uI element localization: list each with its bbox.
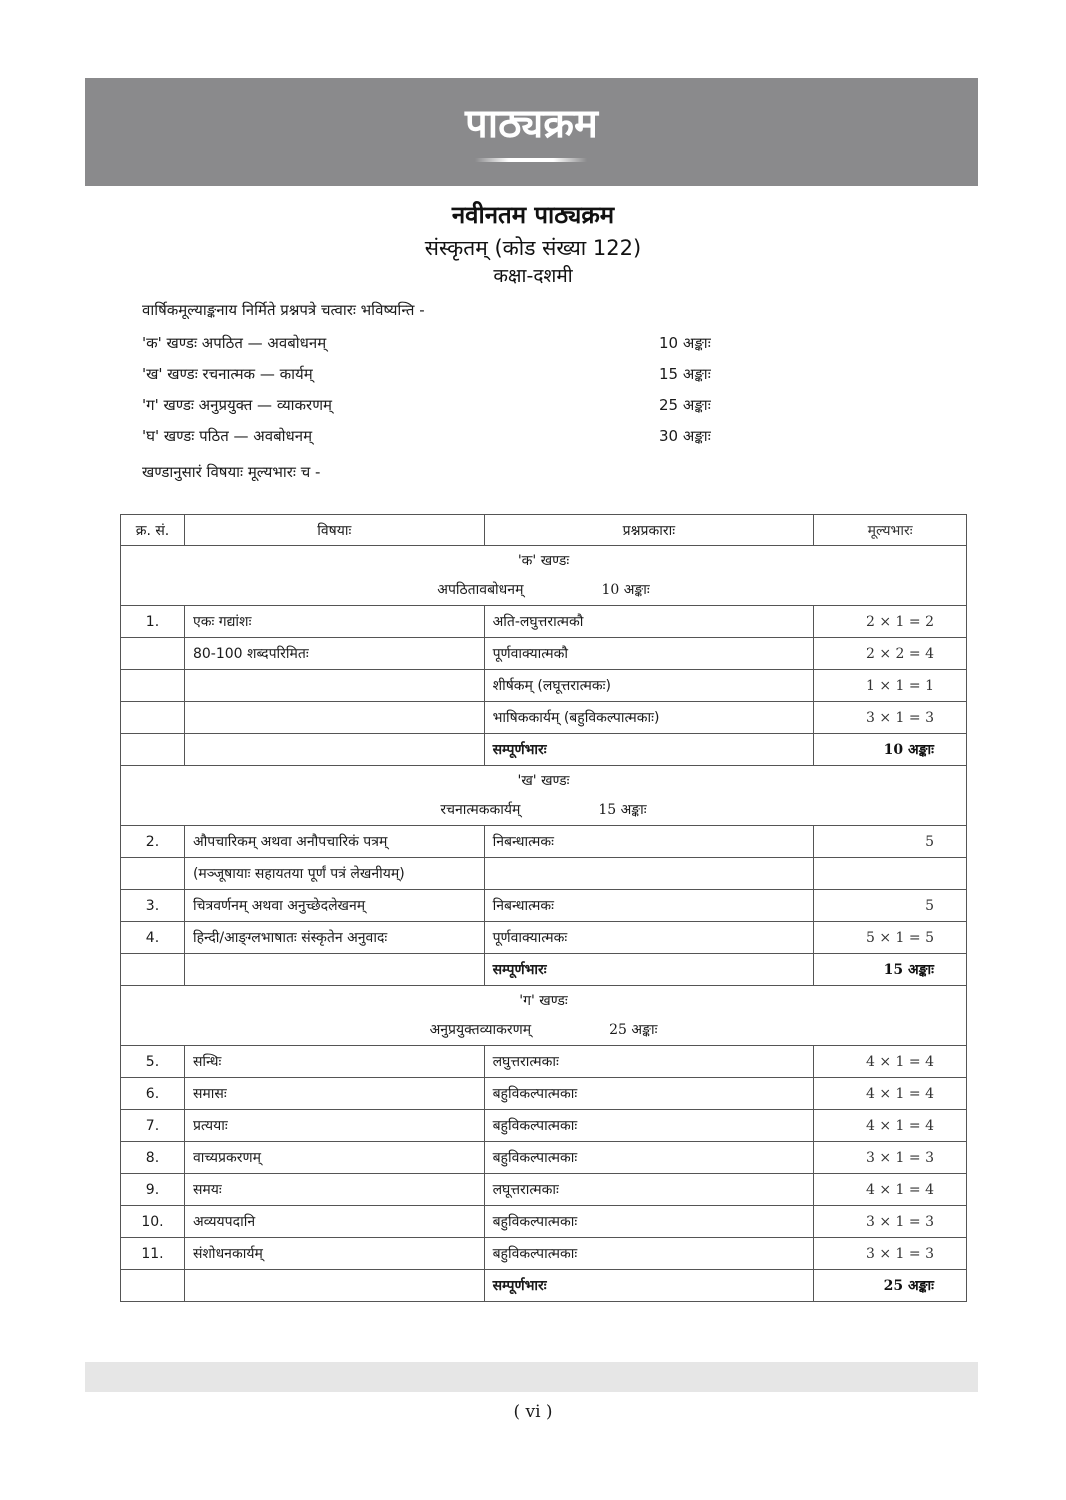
title-banner — [85, 78, 978, 186]
table-row — [121, 1174, 967, 1206]
cell-type: बहुविकल्पात्मकाः — [484, 1142, 814, 1174]
table-row — [121, 638, 967, 670]
total-value: 25 अङ्काः — [814, 1270, 967, 1302]
cell-topic: संशोधनकार्यम् — [184, 1238, 484, 1270]
table-row — [121, 702, 967, 734]
section-title-line — [121, 576, 966, 605]
cell-sno: 7. — [121, 1110, 185, 1142]
cell-sno: 8. — [121, 1142, 185, 1174]
cell-sno — [121, 638, 185, 670]
table-row — [121, 826, 967, 858]
cell-marks: 5 — [814, 890, 967, 922]
cell-marks: 4 × 1 = 4 — [814, 1046, 967, 1078]
cell-marks: 5 × 1 = 5 — [814, 922, 967, 954]
section-title-line — [121, 1016, 966, 1045]
cell-type: पूर्णवाक्यात्मकः — [484, 922, 814, 954]
part-item — [142, 333, 742, 364]
banner-title: पाठ्यक्रम — [465, 101, 598, 147]
section-label: 'क' खण्डः — [517, 552, 570, 569]
part-name: 'ग' खण्डः अनुप्रयुक्त — व्याकरणम् — [142, 396, 333, 414]
cell-topic: समयः — [184, 1174, 484, 1206]
cell-topic: प्रत्ययाः — [184, 1110, 484, 1142]
class-line: कक्षा-दशमी — [493, 265, 573, 287]
cell-sno: 6. — [121, 1078, 185, 1110]
page-number: ( vi ) — [513, 1402, 553, 1422]
cell-type: बहुविकल्पात्मकाः — [484, 1078, 814, 1110]
banner-underline — [475, 158, 587, 162]
table-row — [121, 1078, 967, 1110]
cell-sno: 2. — [121, 826, 185, 858]
table-row — [121, 1206, 967, 1238]
part-marks: 25 अङ्काः — [659, 396, 711, 414]
table-row — [121, 922, 967, 954]
cell-topic: (मञ्जूषायाः सहायतया पूर्णं पत्रं लेखनीयम्) — [184, 858, 484, 890]
cell-type: पूर्णवाक्यात्मकौ — [484, 638, 814, 670]
part-marks: 15 अङ्काः — [659, 365, 711, 383]
cell-type — [484, 858, 814, 890]
cell-type: निबन्धात्मकः — [484, 890, 814, 922]
cell-type: बहुविकल्पात्मकाः — [484, 1206, 814, 1238]
section-header — [121, 766, 967, 826]
cell-marks: 3 × 1 = 3 — [814, 702, 967, 734]
cell-sno — [121, 670, 185, 702]
cell-empty — [121, 734, 185, 766]
cell-marks: 5 — [814, 826, 967, 858]
intro-text: वार्षिकमूल्याङ्कनाय निर्मिते प्रश्नपत्रे चत्वारः भविष्यन्ति - — [142, 301, 425, 319]
total-row — [121, 1270, 967, 1302]
cell-marks: 3 × 1 = 3 — [814, 1142, 967, 1174]
total-value: 15 अङ्काः — [814, 954, 967, 986]
table-row — [121, 858, 967, 890]
table-row — [121, 670, 967, 702]
cell-sno — [121, 858, 185, 890]
cell-topic: 80-100 शब्दपरिमितः — [184, 638, 484, 670]
total-row — [121, 954, 967, 986]
cell-sno — [121, 702, 185, 734]
cell-sno: 1. — [121, 606, 185, 638]
total-label: सम्पूर्णभारः — [484, 734, 814, 766]
cell-topic — [184, 702, 484, 734]
section-header-row — [121, 986, 967, 1046]
header-topic: विषयाः — [184, 515, 484, 546]
section-marks: 25 अङ्काः — [609, 1021, 658, 1038]
cell-marks: 4 × 1 = 4 — [814, 1078, 967, 1110]
cell-empty — [121, 1270, 185, 1302]
section-header-row — [121, 546, 967, 606]
section-title-line — [121, 796, 966, 825]
cell-topic: औपचारिकम् अथवा अनौपचारिकं पत्रम् — [184, 826, 484, 858]
table-header-row — [121, 515, 967, 546]
total-row — [121, 734, 967, 766]
cell-type: शीर्षकम् (लघूत्तरात्मकः) — [484, 670, 814, 702]
table-row — [121, 606, 967, 638]
cell-sno: 4. — [121, 922, 185, 954]
section-header — [121, 546, 967, 606]
cell-type: लघूत्तरात्मकाः — [484, 1174, 814, 1206]
cell-empty — [184, 734, 484, 766]
distribution-note: खण्डानुसारं विषयाः मूल्यभारः च - — [142, 463, 321, 481]
cell-type: लघुत्तरात्मकाः — [484, 1046, 814, 1078]
cell-topic: एकः गद्यांशः — [184, 606, 484, 638]
cell-sno: 11. — [121, 1238, 185, 1270]
cell-marks: 2 × 1 = 2 — [814, 606, 967, 638]
header-sno: क्र. सं. — [121, 515, 185, 546]
part-item — [142, 395, 742, 426]
section-label: 'ख' खण्डः — [517, 772, 570, 789]
page-title: नवीनतम पाठ्यक्रम — [451, 201, 615, 229]
table-row — [121, 1046, 967, 1078]
cell-empty — [184, 1270, 484, 1302]
cell-type: बहुविकल्पात्मकाः — [484, 1110, 814, 1142]
cell-marks: 2 × 2 = 4 — [814, 638, 967, 670]
cell-empty — [184, 954, 484, 986]
part-name: 'ख' खण्डः रचनात्मक — कार्यम् — [142, 365, 313, 383]
cell-topic: अव्ययपदानि — [184, 1206, 484, 1238]
cell-topic — [184, 670, 484, 702]
part-item — [142, 426, 742, 457]
header-type: प्रश्नप्रकाराः — [484, 515, 814, 546]
cell-topic: वाच्यप्रकरणम् — [184, 1142, 484, 1174]
total-value: 10 अङ्काः — [814, 734, 967, 766]
subject-line: संस्कृतम् (कोड संख्या 122) — [424, 236, 642, 260]
part-marks: 10 अङ्काः — [659, 334, 711, 352]
cell-topic: हिन्दी/आङ्ग्लभाषातः संस्कृतेन अनुवादः — [184, 922, 484, 954]
cell-type: बहुविकल्पात्मकाः — [484, 1238, 814, 1270]
section-header-row — [121, 766, 967, 826]
cell-sno: 5. — [121, 1046, 185, 1078]
section-title: अनुप्रयुक्तव्याकरणम् — [429, 1021, 532, 1038]
section-title: रचनात्मककार्यम् — [440, 801, 521, 818]
cell-marks: 1 × 1 = 1 — [814, 670, 967, 702]
table-row — [121, 1142, 967, 1174]
header-marks: मूल्यभारः — [814, 515, 967, 546]
section-marks: 10 अङ्काः — [601, 581, 650, 598]
table-row — [121, 890, 967, 922]
cell-marks: 4 × 1 = 4 — [814, 1110, 967, 1142]
part-name: 'क' खण्डः अपठित — अवबोधनम् — [142, 334, 327, 352]
total-label: सम्पूर्णभारः — [484, 1270, 814, 1302]
total-label: सम्पूर्णभारः — [484, 954, 814, 986]
cell-empty — [121, 954, 185, 986]
cell-marks: 4 × 1 = 4 — [814, 1174, 967, 1206]
section-label: 'ग' खण्डः — [519, 992, 568, 1009]
cell-sno: 9. — [121, 1174, 185, 1206]
cell-topic: चित्रवर्णनम् अथवा अनुच्छेदलेखनम् — [184, 890, 484, 922]
cell-marks: 3 × 1 = 3 — [814, 1206, 967, 1238]
part-item — [142, 364, 742, 395]
part-name: 'घ' खण्डः पठित — अवबोधनम् — [142, 427, 313, 445]
syllabus-table — [120, 514, 967, 1302]
cell-type: भाषिककार्यम् (बहुविकल्पात्मकाः) — [484, 702, 814, 734]
cell-topic: सन्धिः — [184, 1046, 484, 1078]
cell-sno: 3. — [121, 890, 185, 922]
cell-type: निबन्धात्मकः — [484, 826, 814, 858]
section-header — [121, 986, 967, 1046]
section-title: अपठितावबोधनम् — [437, 581, 524, 598]
footer-band — [85, 1362, 978, 1392]
table-body — [121, 546, 967, 1302]
parts-list — [142, 333, 742, 457]
cell-topic: समासः — [184, 1078, 484, 1110]
section-marks: 15 अङ्काः — [598, 801, 647, 818]
cell-sno: 10. — [121, 1206, 185, 1238]
table-row — [121, 1238, 967, 1270]
table-row — [121, 1110, 967, 1142]
cell-marks: 3 × 1 = 3 — [814, 1238, 967, 1270]
cell-type: अति-लघुत्तरात्मकौ — [484, 606, 814, 638]
part-marks: 30 अङ्काः — [659, 427, 711, 445]
cell-marks — [814, 858, 967, 890]
